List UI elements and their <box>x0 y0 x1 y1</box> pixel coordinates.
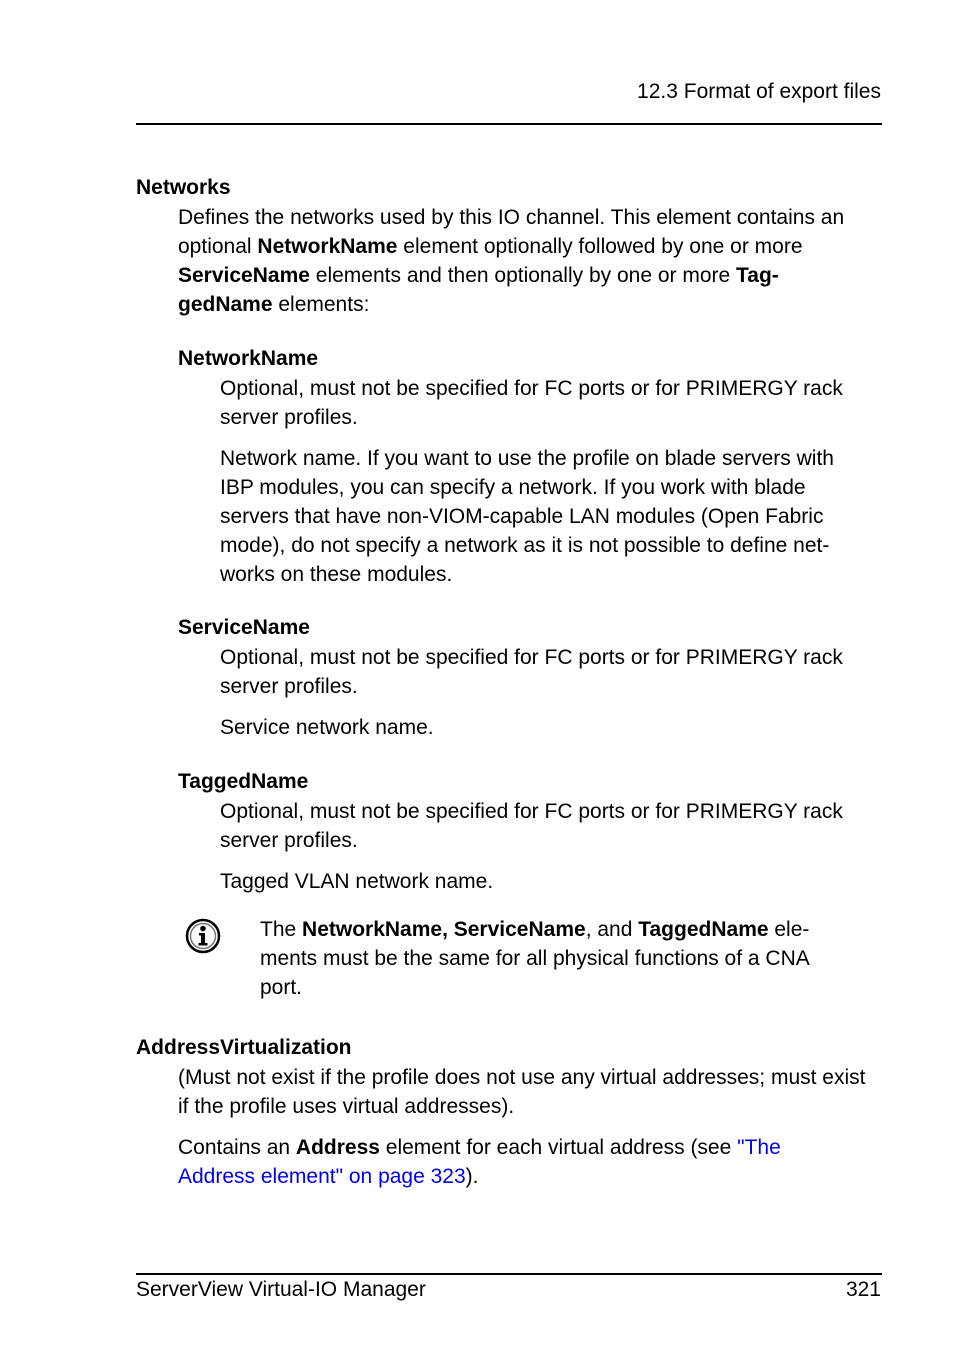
note-text: The NetworkName, ServiceName, and TaggedName ele-ments must be the same for all physical functions of a CNA port. <box>260 918 810 999</box>
networkname-p1: Optional, must not be specified for FC ports or for PRIMERGY rack server profiles. <box>220 377 843 429</box>
footer-title: ServerView Virtual-IO Manager <box>136 1278 426 1301</box>
networks-description: Defines the networks used by this IO channel. This element contains an optional NetworkName element optionally followed by one or more ServiceName elements and then optionally by one or more Tag- gedName elements: <box>178 206 845 316</box>
term-taggedname: TaggedName <box>178 770 309 793</box>
footer-rule <box>136 1273 882 1275</box>
servicename-p1: Optional, must not be specified for FC ports or for PRIMERGY rack server profiles. <box>220 646 843 698</box>
term-servicename: ServiceName <box>178 616 310 639</box>
header-rule <box>136 123 882 125</box>
term-addressvirtualization: AddressVirtualization <box>136 1036 352 1059</box>
taggedname-p2: Tagged VLAN network name. <box>220 870 494 893</box>
running-header: 12.3 Format of export files <box>637 80 881 103</box>
networkname-p2: Network name. If you want to use the profile on blade servers with IBP modules, you can specify a network. If you work with blade servers that have non-VIOM-capable LAN modules (Open Fabric mode), do not specify a network as it is not possible to define net-works on these modules. <box>220 447 834 586</box>
addressvirtualization-p1: (Must not exist if the profile does not use any virtual addresses; must exist if the profile uses virtual addresses). <box>178 1066 866 1118</box>
info-icon <box>185 918 221 954</box>
page-number: 321 <box>845 1278 881 1301</box>
servicename-p2: Service network name. <box>220 716 434 739</box>
term-networkname: NetworkName <box>178 347 319 370</box>
address-element-link[interactable]: "The Address element" on page 323 <box>178 1136 781 1188</box>
term-networks: Networks <box>136 176 231 199</box>
taggedname-p1: Optional, must not be specified for FC ports or for PRIMERGY rack server profiles. <box>220 800 843 852</box>
addressvirtualization-p2: Contains an Address element for each virtual address (see "The Address element" on page 323). <box>178 1136 781 1188</box>
